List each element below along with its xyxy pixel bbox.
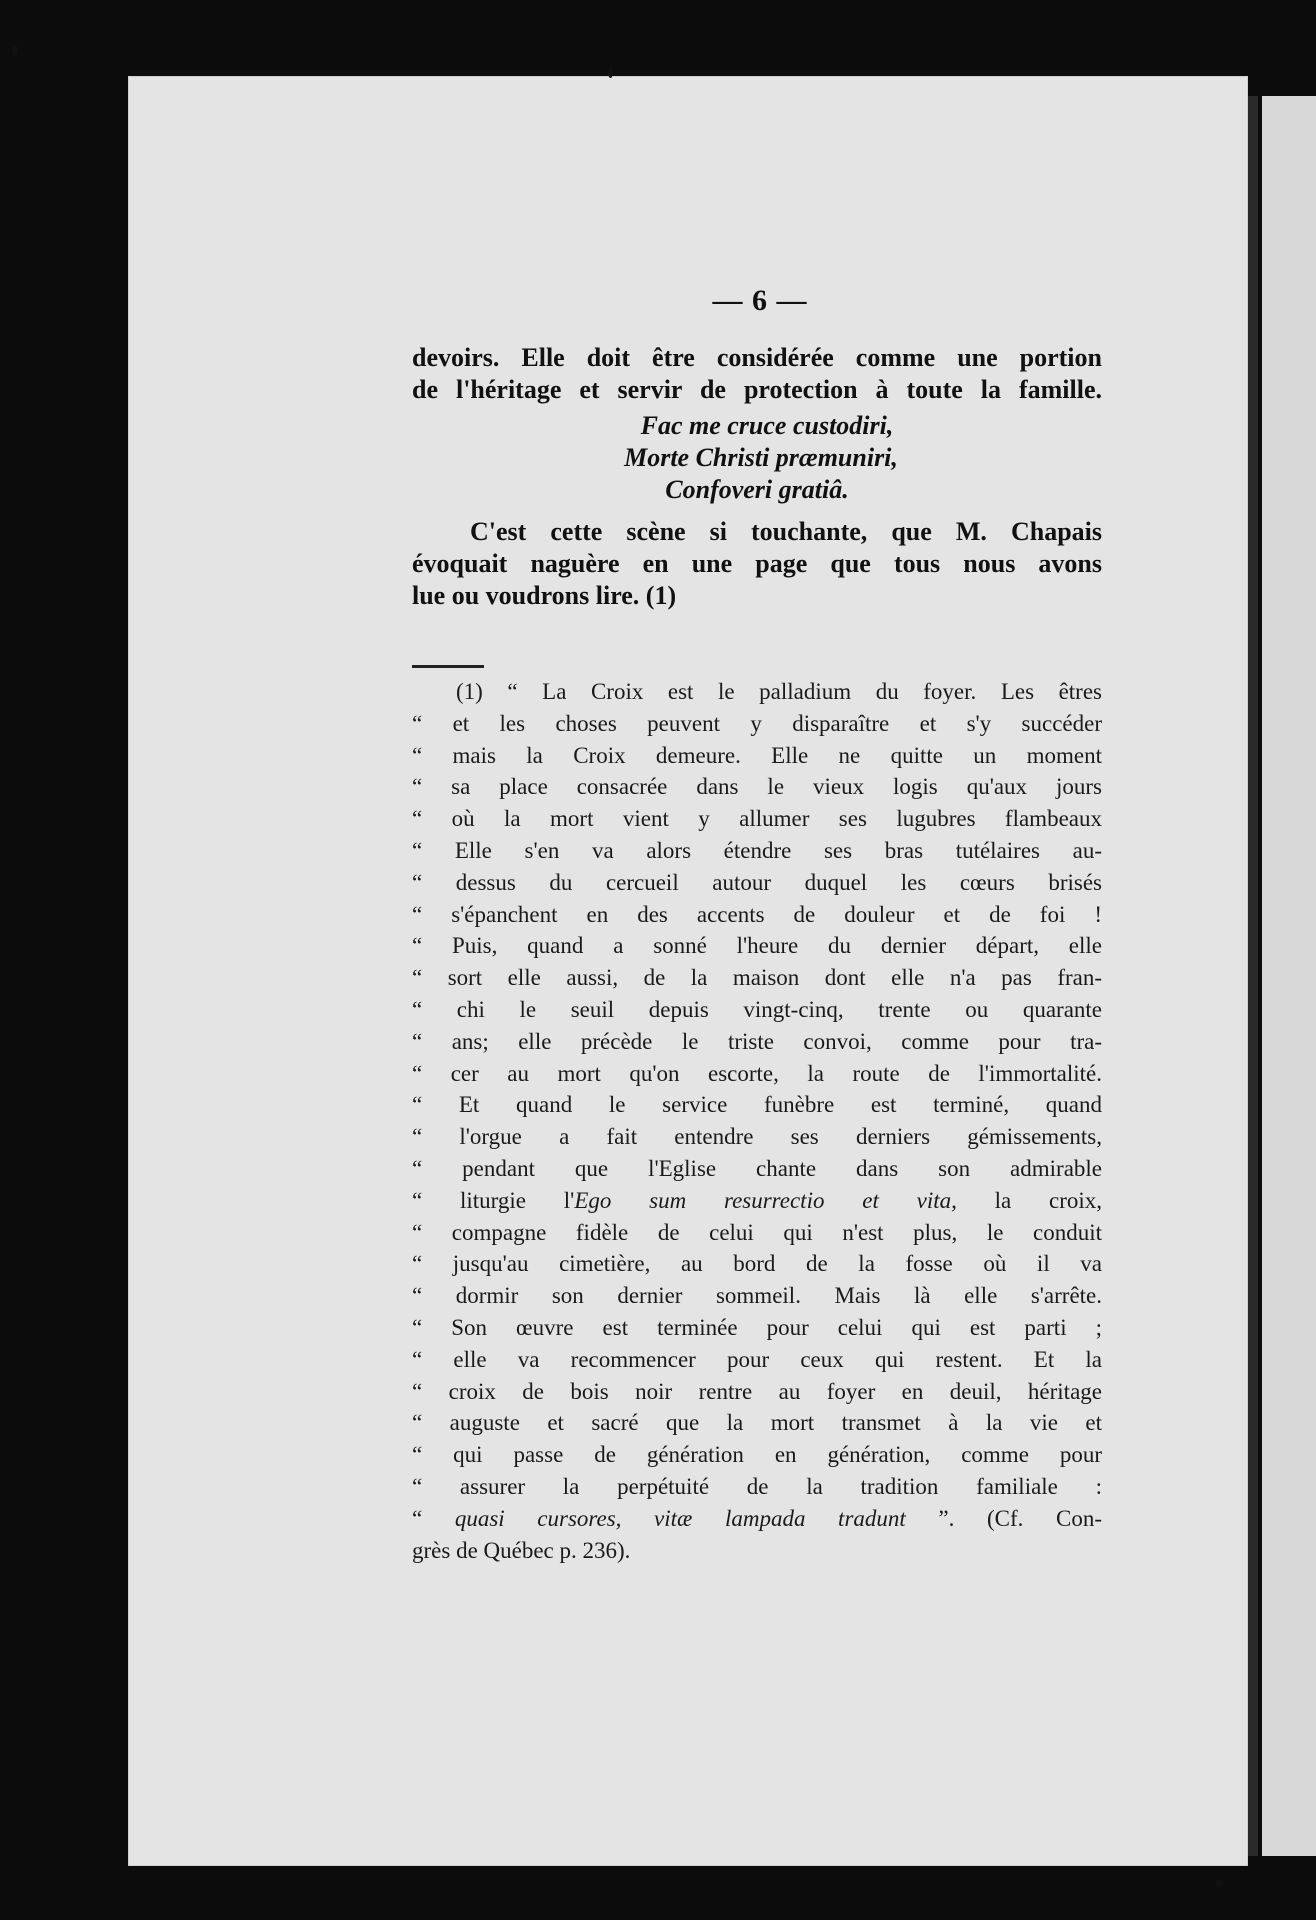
footnote-line	[412, 1503, 1102, 1535]
latin-quote: Ego sum resurrectio et vita,	[574, 1187, 957, 1213]
footnote-line: grès de Québec p. 236).	[412, 1537, 631, 1563]
verse-line: Fac me cruce custodiri,	[640, 411, 894, 440]
footnote-line: “ mais la Croix demeure. Elle ne quitte un moment	[412, 742, 1102, 768]
footnote-line: “ sort elle aussi, de la maison dont elle n'a pas fran-	[412, 965, 1102, 991]
footnote-line: “ compagne fidèle de celui qui n'est plus, le conduit	[412, 1219, 1102, 1245]
adjacent-page	[1262, 96, 1316, 1856]
footnote-line: “ Son œuvre est terminée pour celui qui est parti ;	[412, 1314, 1102, 1340]
footnote-line: “ Puis, quand a sonné l'heure du dernier départ, elle	[412, 933, 1102, 959]
footnote-line: “ où la mort vient y allumer ses lugubres flambeaux	[412, 806, 1102, 832]
text-line: de l'héritage et servir de protection à toute la famille.	[412, 375, 1102, 404]
latin-verse	[412, 410, 1102, 506]
footnote-text: “	[412, 1505, 455, 1531]
verse-line: Confoveri gratiâ.	[665, 475, 849, 504]
footnote-line: (1) “ La Croix est le palladium du foyer. Les êtres	[456, 679, 1102, 704]
footnote-line: “ qui passe de génération en génération, comme pour	[412, 1442, 1102, 1468]
scan-speck	[1216, 1880, 1223, 1887]
footnote-line: “ jusqu'au cimetière, au bord de la fosse où il va	[412, 1251, 1102, 1277]
footnote-text: ”. (Cf. Con-	[905, 1505, 1102, 1531]
scan-speck	[12, 46, 18, 56]
footnote-line: “ cer au mort qu'on escorte, la route de l'immortalité.	[412, 1060, 1102, 1086]
footnote-text: “ liturgie l'	[412, 1187, 575, 1213]
footnote-line: “ assurer la perpétuité de la tradition familiale :	[412, 1473, 1102, 1499]
footnote-line: “ ans; elle précède le triste convoi, comme pour tra-	[412, 1028, 1102, 1054]
latin-quote: quasi cursores, vitæ lampada tradunt	[454, 1505, 906, 1531]
footnote-line: “ pendant que l'Eglise chante dans son admirable	[412, 1155, 1102, 1181]
footnote-line: “ dormir son dernier sommeil. Mais là elle s'arrête.	[412, 1283, 1102, 1309]
footnote-line: “ s'épanchent en des accents de douleur et de foi !	[412, 901, 1102, 927]
footnote-line: “ Et quand le service funèbre est terminé, quand	[412, 1092, 1102, 1118]
footnote-line: “ l'orgue a fait entendre ses derniers gémissements,	[412, 1124, 1102, 1150]
paragraph	[412, 516, 1102, 612]
footnote-line	[412, 1185, 1102, 1217]
footnote-text: la croix,	[956, 1187, 1103, 1213]
footnote-line: “ elle va recommencer pour ceux qui restent. Et la	[412, 1346, 1102, 1372]
footnote-rule	[412, 665, 484, 668]
scan-speck	[608, 66, 613, 78]
text-line: évoquait naguère en une page que tous nous avons	[412, 549, 1102, 578]
text-line: C'est cette scène si touchante, que M. Chapais	[470, 517, 1102, 546]
text-line: lue ou voudrons lire. (1)	[412, 581, 677, 610]
text-line: devoirs. Elle doit être considérée comme une portion	[412, 343, 1102, 372]
footnote	[412, 676, 1102, 1566]
footnote-line: “ Elle s'en va alors étendre ses bras tutélaires au-	[412, 837, 1102, 863]
footnote-line: “ auguste et sacré que la mort transmet à la vie et	[412, 1410, 1102, 1436]
verse-line: Morte Christi præmuniri,	[624, 443, 898, 472]
footnote-line: “ sa place consacrée dans le vieux logis qu'aux jours	[412, 774, 1102, 800]
footnote-line: “ chi le seuil depuis vingt-cinq, trente ou quarante	[412, 996, 1102, 1022]
main-text	[412, 342, 1102, 612]
footnote-line: “ et les choses peuvent y disparaître et s'y succéder	[412, 710, 1102, 736]
footnote-line: “ croix de bois noir rentre au foyer en deuil, héritage	[412, 1378, 1102, 1404]
footnote-line: “ dessus du cercueil autour duquel les cœurs brisés	[412, 869, 1102, 895]
page-edge	[1248, 96, 1258, 1856]
page-number: — 6 —	[712, 284, 808, 317]
